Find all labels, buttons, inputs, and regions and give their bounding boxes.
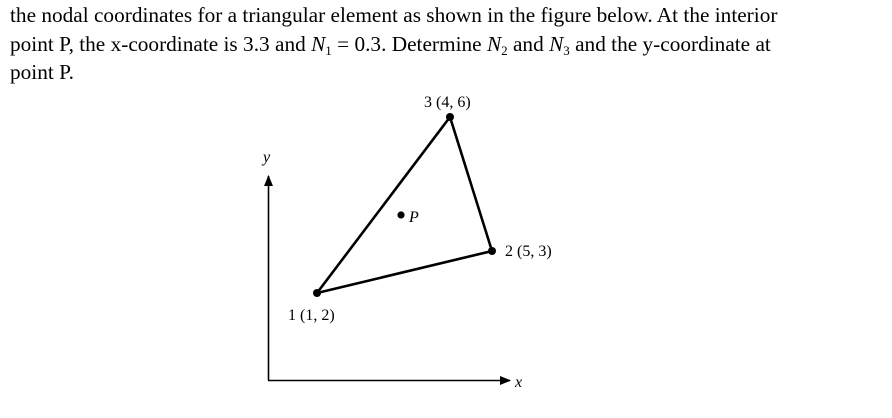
n2-subscript: 2 — [501, 42, 508, 58]
problem-text: and the y-coordinate at — [569, 31, 771, 56]
node-3-dot — [446, 113, 454, 121]
y-axis-label: y — [263, 149, 271, 166]
node-2-dot — [488, 247, 496, 255]
problem-line-1: the nodal coordinates for a triangular element as shown in the figure below. At the interior — [10, 3, 778, 27]
shape-function-n1: N — [311, 31, 326, 56]
problem-text: point P, the x-coordinate is 3.3 and — [10, 31, 312, 56]
n3-subscript: 3 — [563, 42, 570, 58]
point-p-dot — [397, 211, 404, 218]
node-1-label: 1 (1, 2) — [288, 307, 335, 324]
triangle-element — [317, 117, 492, 293]
problem-line-2 — [10, 30, 886, 59]
node-3-label: 3 (4, 6) — [424, 94, 471, 111]
point-p-label: P — [409, 209, 419, 226]
problem-line-3: point P. — [10, 60, 74, 84]
x-axis-label: x — [515, 374, 523, 391]
node-1-dot — [313, 289, 321, 297]
n1-subscript: 1 — [325, 42, 332, 58]
problem-statement — [10, 1, 886, 87]
node-2-label: 2 (5, 3) — [505, 243, 552, 260]
problem-text: and — [507, 31, 550, 56]
problem-text: = 0.3. Determine — [331, 31, 487, 56]
shape-function-n2: N — [486, 31, 502, 56]
shape-function-n3: N — [549, 31, 564, 56]
